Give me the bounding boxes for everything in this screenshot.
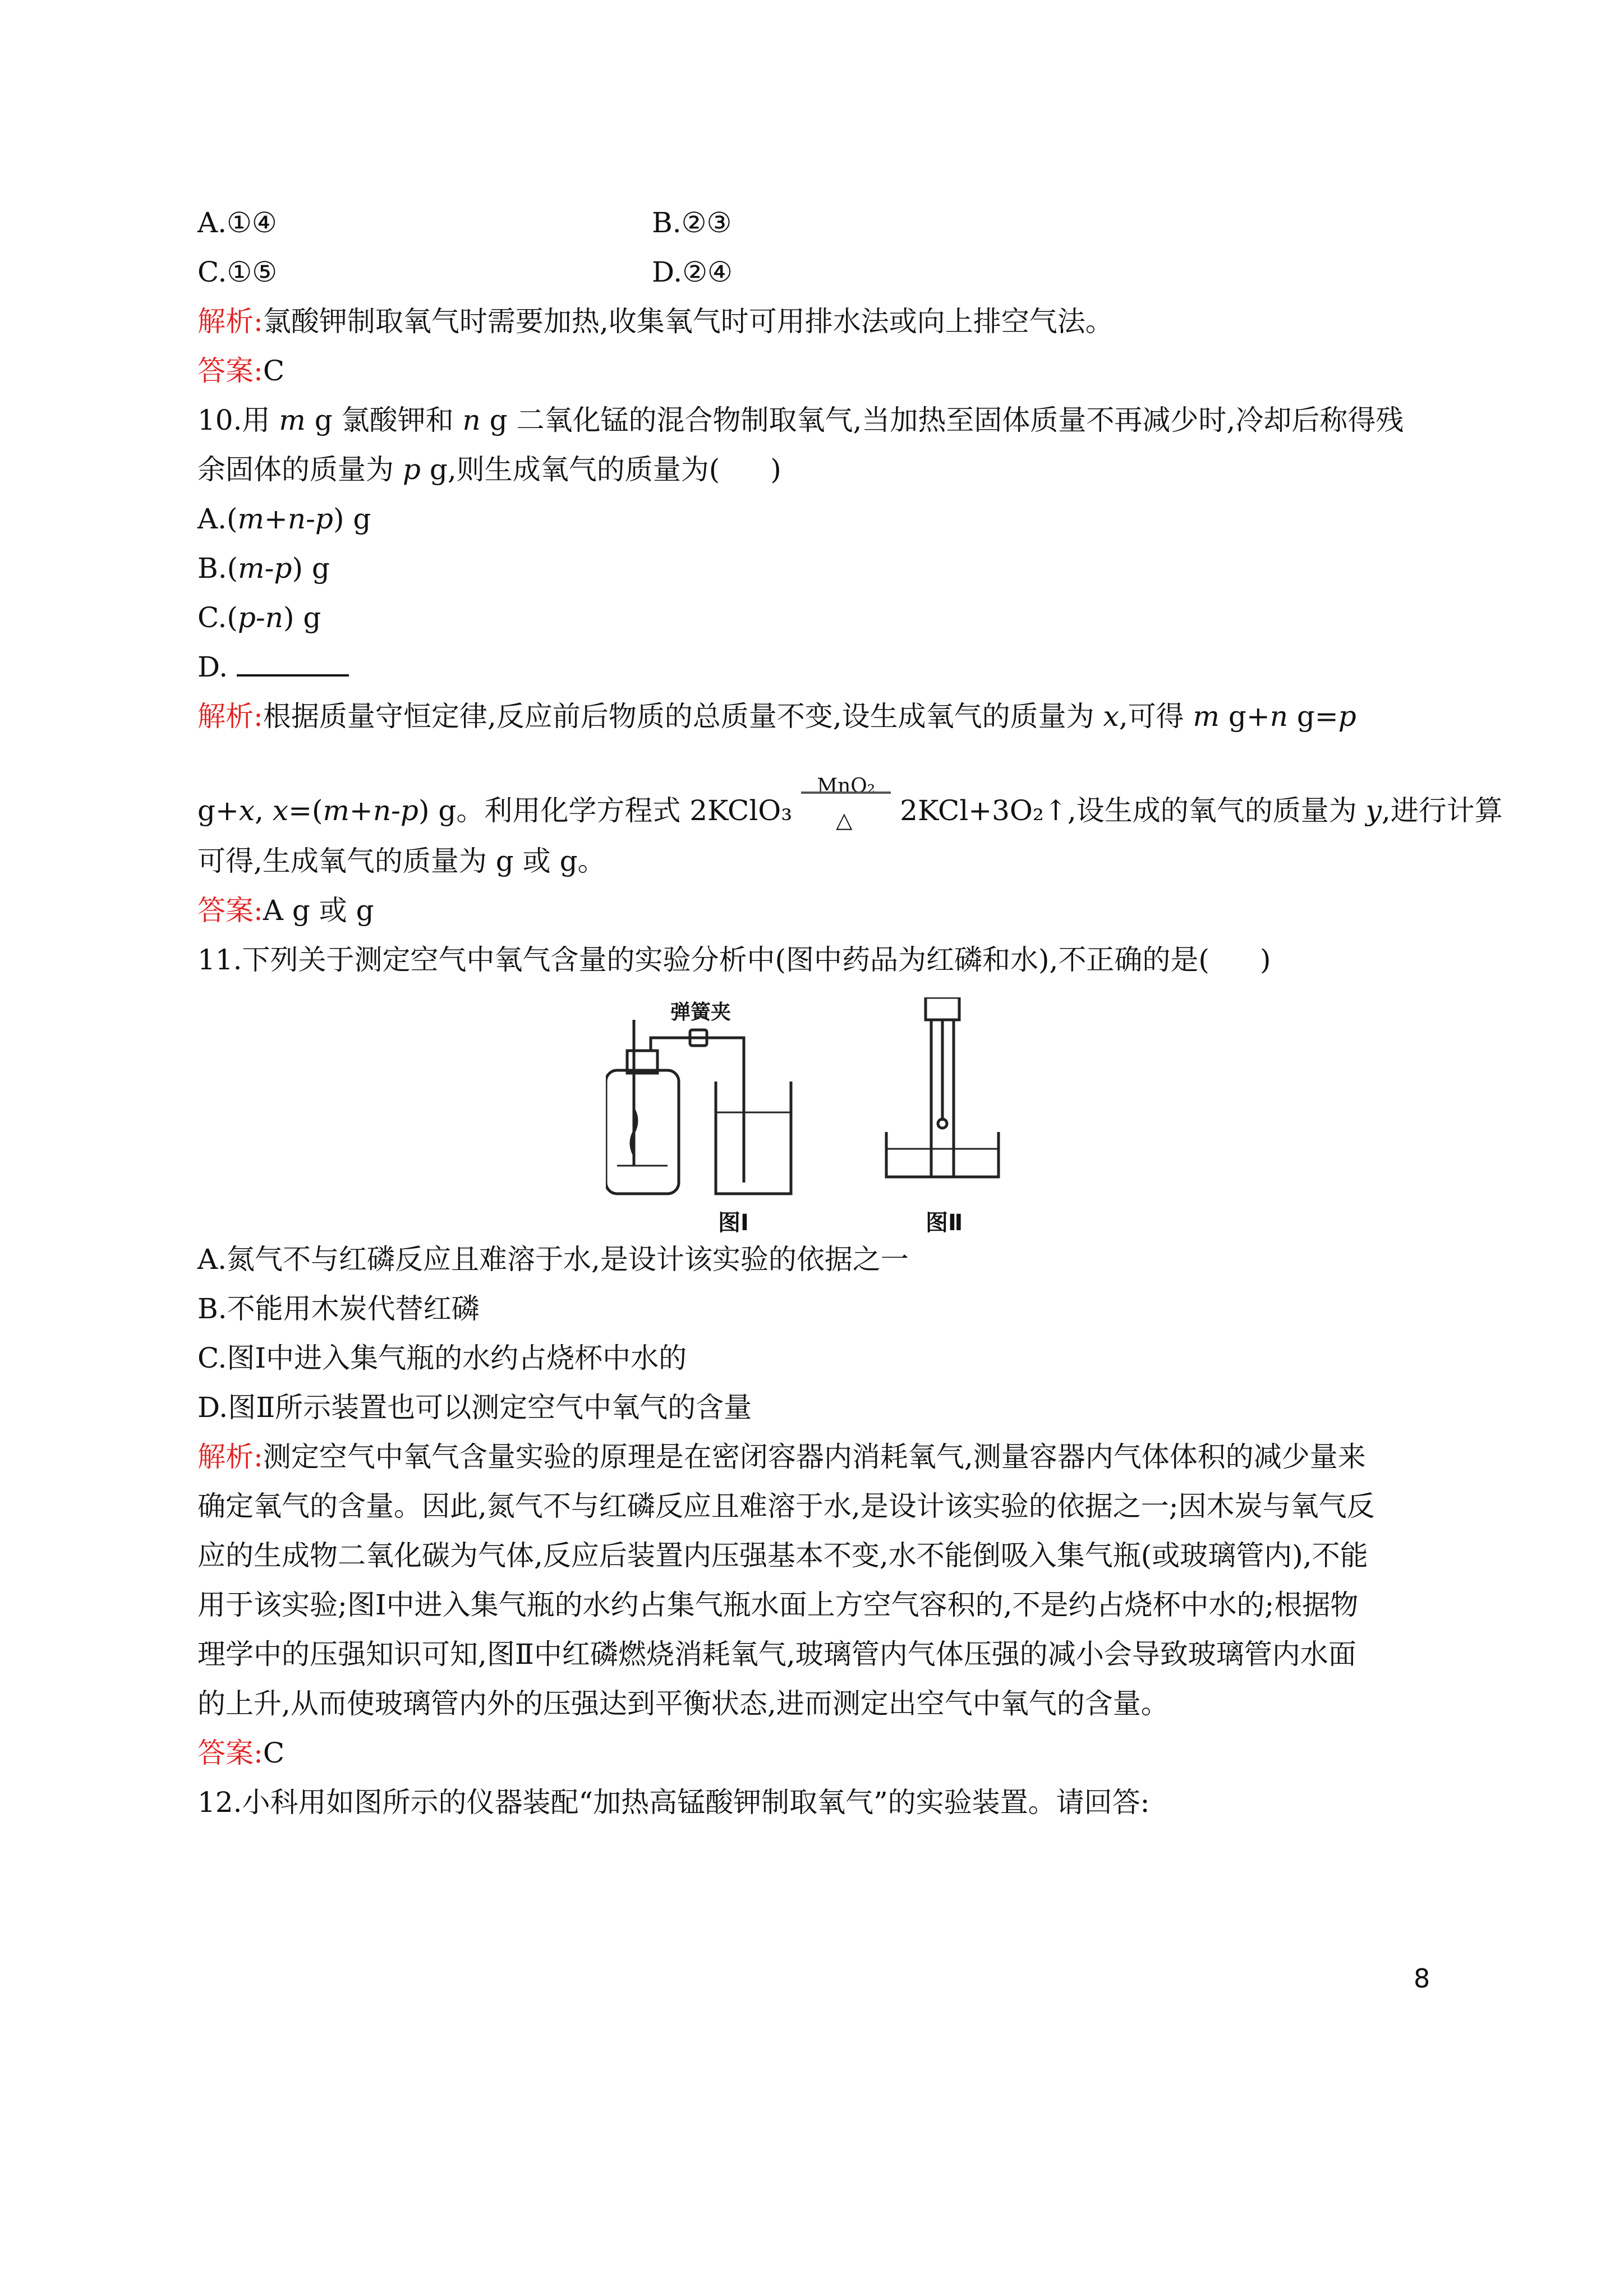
reaction-condition [801, 775, 891, 832]
q9-option-c: C.①⑤ [197, 256, 278, 288]
spring-clip-label: 弹簧夹 [670, 1001, 732, 1024]
q11-option-a: A.氮气不与红磷反应且难溶于水,是设计该实验的依据之一 [197, 1243, 909, 1276]
q11-analysis-line-3: 应的生成物二氧化碳为气体,反应后装置内压强基本不变,水不能倒吸入集气瓶(或玻璃管内),不能 [197, 1539, 1368, 1572]
q11-option-d: D.图Ⅱ所示装置也可以测定空气中氧气的含量 [197, 1391, 752, 1424]
gas-collecting-bottle [606, 1020, 679, 1194]
answer-label: 答案: [197, 1737, 263, 1769]
q11-analysis-line-5: 理学中的压强知识可知,图Ⅱ中红磷燃烧消耗氧气,玻璃管内气体压强的减小会导致玻璃管内水面 [197, 1638, 1356, 1671]
page-number: 8 [1414, 1963, 1430, 1994]
experiment-diagram [606, 997, 1111, 1240]
heat-symbol: △ [836, 808, 853, 832]
q10-option-d: D. [197, 647, 349, 687]
q11-analysis-line-1: 解析:测定空气中氧气含量实验的原理是在密闭容器内消耗氧气,测量容器内气体体积的减少量来 [197, 1441, 1366, 1473]
analysis-label: 解析: [197, 1441, 263, 1473]
analysis-label: 解析: [197, 700, 263, 733]
q11-analysis-line-6: 的上升,从而使玻璃管内外的压强达到平衡状态,进而测定出空气中氧气的含量。 [197, 1687, 1169, 1720]
q9-option-d: D.②④ [652, 256, 733, 288]
q9-option-a: A.①④ [197, 206, 277, 239]
q10-analysis-line-2: g+x, x=(m+n-p) g。利用化学方程式 2KClO₃ MnO₂ △ 2KCl+3O₂↑,设生成的氧气的质量为 y,进行计算 [197, 791, 1503, 830]
q11-option-b: B.不能用木炭代替红磷 [197, 1292, 480, 1325]
glass-tube-setup [886, 997, 999, 1177]
q10-option-c: C.(p-n) g [197, 601, 321, 634]
figure-1-label: 图Ⅰ [718, 1210, 749, 1236]
analysis-label: 解析: [197, 305, 263, 338]
q11-analysis-line-4: 用于该实验;图Ⅰ中进入集气瓶的水约占集气瓶水面上方空气容积的,不是约占烧杯中水的;根据物 [197, 1589, 1359, 1621]
q10-option-a: A.(m+n-p) g [197, 503, 371, 535]
q10-answer: 答案:A g 或 g [197, 894, 374, 927]
q9-options-row-2 [197, 252, 733, 292]
q12-stem: 12.小科用如图所示的仪器装配“加热高锰酸钾制取氧气”的实验装置。请回答: [197, 1786, 1150, 1819]
q9-answer: 答案:C [197, 355, 285, 387]
answer-blank [237, 650, 349, 677]
q11-answer: 答案:C [197, 1737, 285, 1769]
q11-analysis-line-2: 确定氧气的含量。因此,氮气不与红磷反应且难溶于水,是设计该实验的依据之一;因木炭与氧气反 [197, 1490, 1375, 1522]
q10-analysis-line-1: 解析:根据质量守恒定律,反应前后物质的总质量不变,设生成氧气的质量为 x,可得 m g+n g=p [197, 700, 1356, 733]
answer-label: 答案: [197, 355, 263, 387]
q9-analysis: 解析:氯酸钾制取氧气时需要加热,收集氧气时可用排水法或向上排空气法。 [197, 305, 1114, 338]
q10-stem-line-2: 余固体的质量为 p g,则生成氧气的质量为( ) [197, 453, 781, 486]
reaction-arrow-bar [801, 792, 891, 794]
q10-analysis-line-3: 可得,生成氧气的质量为 g 或 g。 [197, 845, 606, 877]
figure-2-label: 图Ⅱ [926, 1210, 963, 1236]
answer-label: 答案: [197, 894, 263, 927]
q11-stem: 11.下列关于测定空气中氧气含量的实验分析中(图中药品为红磷和水),不正确的是( ) [197, 944, 1271, 976]
q10-stem-line-1: 10.用 m g 氯酸钾和 n g 二氧化锰的混合物制取氧气,当加热至固体质量不再减少时,冷却后称得残 [197, 404, 1404, 436]
connecting-tube [651, 1030, 744, 1182]
q9-option-b: B.②③ [652, 206, 732, 239]
q9-options-row-1 [197, 203, 732, 242]
q10-option-b: B.(m-p) g [197, 552, 330, 585]
catalyst-label: MnO₂ [817, 775, 876, 798]
beaker [716, 1082, 791, 1194]
q11-option-c: C.图Ⅰ中进入集气瓶的水约占烧杯中水的 [197, 1342, 687, 1374]
